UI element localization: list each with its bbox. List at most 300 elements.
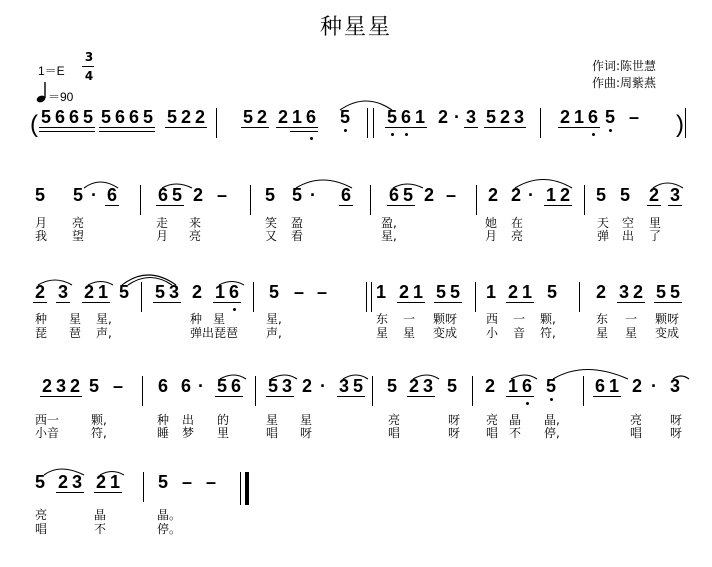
note: 6 (54, 107, 65, 127)
lyric-word: 亮 (35, 508, 48, 522)
note: 3 (422, 376, 433, 396)
note: 1 (507, 376, 518, 396)
song-title: 种星星 (319, 15, 392, 40)
lyric-word: 晶 (94, 508, 107, 522)
note: – (445, 185, 456, 205)
note: · (91, 185, 97, 205)
lyric-word: 一 (625, 312, 638, 326)
note: 5 (72, 185, 83, 205)
rhythm-underline (401, 205, 415, 206)
note: 2 (595, 282, 606, 302)
note: – (628, 107, 639, 127)
rhythm-underline (506, 396, 520, 397)
lyric-word: 符, (91, 426, 107, 440)
rhythm-underline (385, 127, 399, 128)
rhythm-underline (167, 302, 181, 303)
rhythm-underline (99, 127, 113, 128)
rhythm-underline (266, 396, 280, 397)
rhythm-underline (67, 127, 81, 128)
lyric-word: 亮 (72, 216, 85, 230)
composer-credit: 作曲:周紫燕 (592, 76, 657, 90)
bar-line (141, 282, 142, 312)
note: 2 (398, 282, 409, 302)
rhythm-underline (558, 127, 572, 128)
low-octave-dot (344, 129, 347, 132)
bar-line (143, 472, 144, 502)
lyric-word: 唱 (630, 426, 643, 440)
low-octave-dot (310, 137, 313, 140)
lyric-word: 种 (190, 312, 203, 326)
rhythm-underline (227, 302, 241, 303)
rhythm-underline (127, 127, 141, 128)
rhythm-underline (290, 127, 304, 128)
lyric-word: 星 (266, 413, 279, 427)
lyric-word: 唱 (35, 522, 48, 536)
lyric-word: 看 (291, 229, 304, 243)
note: 5 (619, 185, 630, 205)
note: 5 (449, 282, 460, 302)
lyric-word: 望 (72, 229, 85, 243)
rhythm-underline (586, 127, 600, 128)
rhythm-underline (53, 127, 67, 128)
rhythm-underline (113, 131, 127, 132)
note: 2 (277, 107, 288, 127)
lyric-word: 空 (622, 216, 635, 230)
bar-line (476, 185, 477, 215)
rhythm-underline (215, 396, 229, 397)
lyric-word: 不 (94, 522, 107, 536)
lyric-word: 星 (403, 326, 416, 340)
rhythm-underline (520, 302, 534, 303)
note: 2 (632, 282, 643, 302)
note: 2 (83, 282, 94, 302)
note: 5 (142, 107, 153, 127)
note: 5 (268, 282, 279, 302)
lyric-word: 笑 (265, 216, 278, 230)
lyric-word: 我 (35, 229, 48, 243)
note: 3 (465, 107, 476, 127)
lyric-word: 东 (376, 312, 389, 326)
note: 6 (521, 376, 532, 396)
lyric-word: 星 (625, 326, 638, 340)
lyricist-credit: 作词:陈世慧 (592, 59, 657, 73)
note: 2 (194, 107, 205, 127)
lyric-word: 唱 (486, 426, 499, 440)
lyric-word: 颗, (540, 312, 556, 326)
lyric-word: 停, (544, 426, 560, 440)
rhythm-underline (572, 127, 586, 128)
note: 2 (34, 282, 45, 302)
bar-line (584, 185, 585, 215)
note: 3 (618, 282, 629, 302)
rhythm-underline (53, 131, 67, 132)
note: 2 (191, 282, 202, 302)
note: 2 (507, 282, 518, 302)
lyric-word: 一 (403, 312, 416, 326)
rhythm-underline (241, 127, 255, 128)
final-bar-thin (240, 472, 241, 505)
rhythm-underline (512, 127, 526, 128)
lyric-word: 星 (300, 413, 313, 427)
note: · (310, 185, 316, 205)
note: 1 (573, 107, 584, 127)
rhythm-underline (96, 302, 110, 303)
note: 6 (106, 185, 117, 205)
note: 5 (386, 107, 397, 127)
note: 5 (339, 107, 350, 127)
note: 1 (214, 282, 225, 302)
note: · (198, 376, 204, 396)
rhythm-underline (39, 127, 53, 128)
rhythm-underline (617, 302, 631, 303)
lyric-word: 盈 (291, 216, 304, 230)
rhythm-underline (668, 205, 682, 206)
lyric-word: 睡 (157, 426, 170, 440)
note: 6 (388, 185, 399, 205)
note: – (112, 376, 123, 396)
note: 5 (242, 107, 253, 127)
rhythm-underline (229, 396, 243, 397)
lyric-word: 声, (266, 326, 282, 340)
rhythm-underline (40, 396, 54, 397)
time-signature-line (82, 66, 94, 67)
rhythm-underline (54, 396, 68, 397)
rhythm-underline (520, 396, 534, 397)
final-bar-thick (245, 472, 249, 505)
lyric-word: 呀 (670, 426, 683, 440)
note: 5 (118, 282, 129, 302)
note: – (293, 282, 304, 302)
note: 6 (68, 107, 79, 127)
note: – (181, 472, 192, 492)
note: 5 (545, 376, 556, 396)
note: 6 (157, 185, 168, 205)
lyric-word: 盈, (381, 216, 397, 230)
rhythm-underline (413, 127, 427, 128)
note: 2 (631, 376, 642, 396)
rhythm-underline (280, 396, 294, 397)
bar-line (472, 376, 473, 406)
bar-line (475, 282, 476, 312)
rhythm-underline (170, 205, 184, 206)
lyric-word: 月 (485, 229, 498, 243)
rhythm-underline (94, 492, 108, 493)
rhythm-underline (82, 302, 96, 303)
lyric-word: 亮 (486, 413, 499, 427)
note: 5 (402, 185, 413, 205)
lyric-word: 月 (156, 229, 169, 243)
lyric-word: 变成 (433, 326, 458, 340)
lyric-word: 星, (266, 312, 282, 326)
note: 2 (437, 107, 448, 127)
rhythm-underline (105, 205, 119, 206)
low-octave-dot (609, 129, 612, 132)
note: 6 (340, 185, 351, 205)
lyric-word: 停。 (157, 522, 182, 536)
note: 5 (595, 185, 606, 205)
rhythm-underline (56, 302, 70, 303)
note: 1 (412, 282, 423, 302)
lyric-word: 呀 (448, 413, 461, 427)
lyric-word: 亮 (630, 413, 643, 427)
rhythm-underline (421, 396, 435, 397)
note: 6 (587, 107, 598, 127)
rhythm-underline (141, 127, 155, 128)
note: · (320, 376, 326, 396)
lyric-word: 符, (540, 326, 556, 340)
bar-line (371, 282, 372, 312)
lyric-word: 亮 (388, 413, 401, 427)
rhythm-underline (193, 127, 207, 128)
lyric-word: 唱 (388, 426, 401, 440)
lyric-word: 出 (182, 413, 195, 427)
note: 1 (97, 282, 108, 302)
lyric-word: 颗呀 (433, 312, 458, 326)
rhythm-underline (399, 127, 413, 128)
rhythm-underline (108, 492, 122, 493)
rhythm-underline (39, 131, 53, 132)
note: 1 (375, 282, 386, 302)
note: 5 (82, 107, 93, 127)
note: 2 (648, 185, 659, 205)
rhythm-underline (81, 131, 95, 132)
low-octave-dot (550, 398, 553, 401)
rhythm-underline (153, 302, 167, 303)
note: 5 (291, 185, 302, 205)
note: 2 (192, 185, 203, 205)
note: 3 (57, 282, 68, 302)
note: 5 (435, 282, 446, 302)
note: 2 (301, 376, 312, 396)
lyric-word: 了 (649, 229, 662, 243)
bar-line (216, 108, 217, 138)
lyric-word: 晶 (509, 413, 522, 427)
low-octave-dot (526, 402, 529, 405)
lyric-word: 星 (596, 326, 609, 340)
note: 6 (114, 107, 125, 127)
bar-line (366, 282, 367, 312)
lyric-word: 出 (622, 229, 635, 243)
lyric-word: 种 (35, 312, 48, 326)
rhythm-underline (290, 131, 304, 132)
lyric-word: 西 (486, 312, 499, 326)
lyric-word: 星 (213, 312, 226, 326)
note: 2 (423, 185, 434, 205)
note: 1 (291, 107, 302, 127)
note: 2 (559, 107, 570, 127)
bar-line (373, 108, 374, 138)
rhythm-underline (99, 131, 113, 132)
rhythm-underline (351, 396, 365, 397)
lyric-word: 天 (597, 216, 610, 230)
bar-line (685, 108, 686, 138)
note: 5 (386, 376, 397, 396)
bar-line (142, 376, 143, 406)
rhythm-underline (337, 396, 351, 397)
rhythm-underline (387, 205, 401, 206)
lyric-word: 星, (96, 312, 112, 326)
rhythm-underline (647, 205, 661, 206)
note: – (205, 472, 216, 492)
bar-line (372, 376, 373, 406)
rhythm-underline (593, 396, 607, 397)
lyric-word: 小 (486, 326, 499, 340)
note: 1 (608, 376, 619, 396)
rhythm-underline (304, 127, 318, 128)
note: 5 (171, 185, 182, 205)
rhythm-underline (558, 205, 572, 206)
bar-line (583, 376, 584, 406)
lyric-word: 弹出琵琶 (190, 326, 239, 340)
note: 1 (521, 282, 532, 302)
rhythm-underline (544, 205, 558, 206)
lyric-word: 弹 (597, 229, 610, 243)
rhythm-underline (156, 205, 170, 206)
note: 1 (414, 107, 425, 127)
bar-line (250, 185, 251, 215)
note: 3 (513, 107, 524, 127)
lyric-word: 变成 (655, 326, 680, 340)
lyric-word: 星 (376, 326, 389, 340)
note: 6 (228, 282, 239, 302)
note: 2 (484, 376, 495, 396)
rhythm-underline (498, 127, 512, 128)
bar-line (140, 185, 141, 215)
rhythm-underline (304, 131, 318, 132)
lyric-word: 音 (513, 326, 526, 340)
note: 5 (655, 282, 666, 302)
lyric-word: 呀 (448, 426, 461, 440)
note: 5 (485, 107, 496, 127)
rhythm-underline (434, 302, 448, 303)
note: 1 (485, 282, 496, 302)
lyric-word: 种 (157, 413, 170, 427)
note: 6 (400, 107, 411, 127)
note: · (454, 107, 460, 127)
note: 5 (352, 376, 363, 396)
lyric-word: 里 (217, 426, 230, 440)
lyric-word: 琶 (69, 326, 82, 340)
note: 6 (157, 376, 168, 396)
note: · (528, 185, 534, 205)
note: 2 (180, 107, 191, 127)
note: 5 (604, 107, 615, 127)
lyric-word: 晶, (544, 413, 560, 427)
note: 6 (594, 376, 605, 396)
rhythm-underline (255, 127, 269, 128)
lyric-word: 晶。 (157, 508, 182, 522)
rhythm-underline (407, 396, 421, 397)
note: 6 (305, 107, 316, 127)
note: 6 (180, 376, 191, 396)
rhythm-underline (484, 127, 498, 128)
key-signature: 1＝E (38, 64, 65, 78)
note: 2 (559, 185, 570, 205)
lyric-word: 琵 (35, 326, 48, 340)
lyric-word: 颗, (91, 413, 107, 427)
tempo-marking: ＝90 (48, 90, 74, 104)
lyric-word: 她 (485, 216, 498, 230)
low-octave-dot (405, 133, 408, 136)
lyric-word: 的 (217, 413, 230, 427)
low-octave-dot (592, 133, 595, 136)
rhythm-underline (631, 302, 645, 303)
lyric-word: 来 (189, 216, 202, 230)
time-signature-top: 3 (84, 50, 94, 64)
note: 6 (230, 376, 241, 396)
note: 5 (546, 282, 557, 302)
note: 2 (95, 472, 106, 492)
note: – (316, 282, 327, 302)
note: 3 (55, 376, 66, 396)
lyric-word: 声, (96, 326, 112, 340)
note: · (651, 376, 657, 396)
lyric-word: 呀 (670, 413, 683, 427)
bar-line (253, 282, 254, 312)
note: 1 (545, 185, 556, 205)
rhythm-underline (339, 205, 353, 206)
note: 2 (57, 472, 68, 492)
rhythm-underline (70, 492, 84, 493)
lyric-word: 梦 (182, 426, 195, 440)
lyric-word: 星 (69, 312, 82, 326)
rhythm-underline (654, 302, 668, 303)
note: 5 (40, 107, 51, 127)
rhythm-underline (397, 302, 411, 303)
lyric-word: 里 (649, 216, 662, 230)
note: 1 (109, 472, 120, 492)
note: 3 (168, 282, 179, 302)
rhythm-underline (113, 127, 127, 128)
note: 6 (128, 107, 139, 127)
note: 5 (166, 107, 177, 127)
note: 2 (41, 376, 52, 396)
repeat-close-paren: ) (676, 111, 684, 138)
note: 2 (256, 107, 267, 127)
rhythm-underline (81, 127, 95, 128)
note: 5 (34, 472, 45, 492)
lyric-word: 亮 (511, 229, 524, 243)
lyric-word: 又 (265, 229, 278, 243)
note: 5 (267, 376, 278, 396)
note: 3 (338, 376, 349, 396)
rhythm-underline (464, 127, 478, 128)
lyric-word: 在 (511, 216, 524, 230)
lyric-word: 不 (509, 426, 522, 440)
rhythm-underline (33, 302, 47, 303)
rhythm-underline (276, 127, 290, 128)
note: 2 (510, 185, 521, 205)
note: 5 (669, 282, 680, 302)
lyric-word: 亮 (189, 229, 202, 243)
rhythm-underline (607, 396, 621, 397)
note: 2 (487, 185, 498, 205)
note: 2 (69, 376, 80, 396)
note: 2 (408, 376, 419, 396)
bar-line (367, 108, 368, 138)
lyric-word: 一 (513, 312, 526, 326)
lyric-word: 星, (381, 229, 397, 243)
low-octave-dot (233, 308, 236, 311)
rhythm-underline (56, 492, 70, 493)
note: 5 (216, 376, 227, 396)
note: 5 (154, 282, 165, 302)
rhythm-underline (668, 302, 682, 303)
rhythm-underline (127, 131, 141, 132)
note: 5 (157, 472, 168, 492)
lyric-word: 唱 (266, 426, 279, 440)
note: 3 (669, 376, 680, 396)
